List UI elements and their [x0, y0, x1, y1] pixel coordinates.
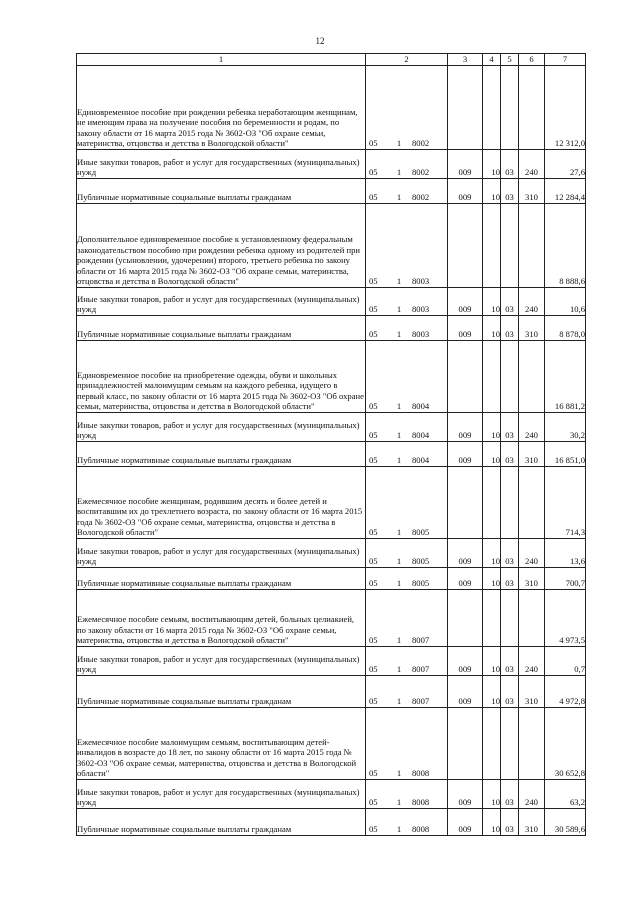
row-col4: 10	[483, 150, 501, 179]
row-col3: 009	[448, 288, 483, 316]
row-code-item: 8002	[412, 138, 430, 149]
row-amount: 0,7	[545, 647, 586, 676]
row-code-cell	[366, 647, 448, 676]
row-code-sub: 1	[396, 635, 402, 646]
header-cell: 4	[483, 54, 501, 66]
row-amount: 30 652,8	[545, 708, 586, 780]
row-description: Единовременное пособие при рождении ребенка неработающим женщинам, не имеющим права на получение пособия по беременности и родам, по закону области от 16 марта 2015 года № 3602-ОЗ "Об охране семьи, материнства, отцовства и детства в Вологодской области"	[77, 66, 366, 150]
row-col3	[448, 341, 483, 413]
row-code-item: 8005	[412, 527, 430, 538]
row-col6: 310	[519, 316, 545, 341]
row-code-cell	[366, 780, 448, 809]
row-col3: 009	[448, 780, 483, 809]
table-row	[77, 442, 586, 467]
row-description: Публичные нормативные социальные выплаты гражданам	[77, 316, 366, 341]
row-code-section: 05	[369, 304, 378, 315]
row-amount: 8 878,0	[545, 316, 586, 341]
row-col5: 03	[501, 413, 519, 442]
row-code-cell	[366, 539, 448, 568]
row-col4: 10	[483, 288, 501, 316]
header-cell: 3	[448, 54, 483, 66]
row-code-cell	[366, 467, 448, 539]
row-description: Иные закупки товаров, работ и услуг для государственных (муниципальных) нужд	[77, 413, 366, 442]
row-code-cell	[366, 413, 448, 442]
table-row	[77, 539, 586, 568]
row-code-cell	[366, 590, 448, 647]
row-code-item: 8003	[412, 329, 430, 340]
row-col3: 009	[448, 539, 483, 568]
row-col6: 310	[519, 809, 545, 836]
table-row	[77, 780, 586, 809]
row-description: Единовременное пособие на приобретение одежды, обуви и школьных принадлежностей малоимущим семьям на каждого ребенка, идущего в первый класс, по закону области от 16 марта 2015 года № 3602-ОЗ "Об охране семьи, материнства, отцовства и детства в Вологодской области"	[77, 341, 366, 413]
row-code-sub: 1	[396, 664, 402, 675]
row-col3	[448, 204, 483, 288]
row-code-section: 05	[369, 138, 378, 149]
row-description: Публичные нормативные социальные выплаты гражданам	[77, 568, 366, 590]
row-col3	[448, 708, 483, 780]
header-cell: 7	[545, 54, 586, 66]
row-col5: 03	[501, 647, 519, 676]
row-code-item: 8003	[412, 276, 430, 287]
row-code-cell	[366, 204, 448, 288]
row-description: Публичные нормативные социальные выплаты гражданам	[77, 809, 366, 836]
row-code-item: 8005	[412, 556, 430, 567]
row-col5: 03	[501, 809, 519, 836]
row-code-sub: 1	[396, 768, 402, 779]
row-code-item: 8008	[412, 768, 430, 779]
row-code-item: 8003	[412, 304, 430, 315]
row-col4	[483, 204, 501, 288]
page-number: 12	[315, 36, 325, 46]
row-code-section: 05	[369, 401, 378, 412]
row-code-cell	[366, 568, 448, 590]
row-description: Иные закупки товаров, работ и услуг для государственных (муниципальных) нужд	[77, 539, 366, 568]
row-code-sub: 1	[396, 138, 402, 149]
row-code-section: 05	[369, 797, 378, 808]
row-col6: 240	[519, 647, 545, 676]
row-amount: 8 888,6	[545, 204, 586, 288]
row-col3: 009	[448, 179, 483, 204]
row-code-cell	[366, 708, 448, 780]
row-code-cell	[366, 150, 448, 179]
row-code-cell	[366, 66, 448, 150]
table-row	[77, 708, 586, 780]
row-description: Иные закупки товаров, работ и услуг для государственных (муниципальных) нужд	[77, 150, 366, 179]
row-code-item: 8004	[412, 430, 430, 441]
row-col3: 009	[448, 676, 483, 708]
row-col5: 03	[501, 150, 519, 179]
header-cell: 1	[77, 54, 366, 66]
row-col5: 03	[501, 179, 519, 204]
row-code-sub: 1	[396, 578, 402, 589]
row-col4	[483, 708, 501, 780]
row-col4: 10	[483, 780, 501, 809]
table-row	[77, 568, 586, 590]
row-code-section: 05	[369, 768, 378, 779]
row-code-sub: 1	[396, 329, 402, 340]
row-description: Дополнительное единовременное пособие к установленному федеральным законодательством пособию при рождении ребенка одному из родителей при рождении (усыновлении, удочерении) второго, третьего ребенка по закону области от 16 марта 2015 года № 3602-ОЗ "Об охране семьи, материнства, отцовства и детства в Вологодской области"	[77, 204, 366, 288]
row-col3: 009	[448, 809, 483, 836]
budget-table	[76, 53, 586, 836]
row-col4	[483, 341, 501, 413]
row-col6: 240	[519, 413, 545, 442]
row-col4: 10	[483, 316, 501, 341]
row-col3: 009	[448, 150, 483, 179]
row-col5: 03	[501, 539, 519, 568]
row-col3	[448, 467, 483, 539]
row-col5	[501, 590, 519, 647]
row-col6: 240	[519, 150, 545, 179]
row-code-sub: 1	[396, 430, 402, 441]
row-code-sub: 1	[396, 276, 402, 287]
row-col6: 240	[519, 780, 545, 809]
table-row	[77, 590, 586, 647]
row-code-item: 8002	[412, 167, 430, 178]
row-col4	[483, 467, 501, 539]
row-code-section: 05	[369, 578, 378, 589]
row-code-sub: 1	[396, 192, 402, 203]
row-col5	[501, 708, 519, 780]
row-code-cell	[366, 809, 448, 836]
row-col5: 03	[501, 568, 519, 590]
table-row	[77, 647, 586, 676]
row-amount: 700,7	[545, 568, 586, 590]
table-row	[77, 288, 586, 316]
row-code-item: 8007	[412, 696, 430, 707]
row-code-cell	[366, 288, 448, 316]
row-code-item: 8004	[412, 401, 430, 412]
table-row	[77, 150, 586, 179]
row-code-item: 8008	[412, 824, 430, 835]
row-col5	[501, 467, 519, 539]
row-col6	[519, 204, 545, 288]
row-col6	[519, 708, 545, 780]
table-row	[77, 809, 586, 836]
row-description: Публичные нормативные социальные выплаты гражданам	[77, 442, 366, 467]
row-col4: 10	[483, 179, 501, 204]
row-code-sub: 1	[396, 401, 402, 412]
row-description: Публичные нормативные социальные выплаты гражданам	[77, 179, 366, 204]
row-description: Иные закупки товаров, работ и услуг для государственных (муниципальных) нужд	[77, 647, 366, 676]
row-col3	[448, 66, 483, 150]
row-code-section: 05	[369, 696, 378, 707]
table-row	[77, 66, 586, 150]
row-description: Публичные нормативные социальные выплаты гражданам	[77, 676, 366, 708]
row-col5	[501, 341, 519, 413]
row-code-sub: 1	[396, 527, 402, 538]
row-col6: 240	[519, 539, 545, 568]
row-col4	[483, 590, 501, 647]
row-col3: 009	[448, 413, 483, 442]
row-col4: 10	[483, 442, 501, 467]
row-amount: 10,6	[545, 288, 586, 316]
row-col5: 03	[501, 288, 519, 316]
row-code-section: 05	[369, 329, 378, 340]
row-col6: 310	[519, 676, 545, 708]
row-code-cell	[366, 442, 448, 467]
row-code-cell	[366, 341, 448, 413]
row-col4: 10	[483, 568, 501, 590]
row-amount: 12 312,0	[545, 66, 586, 150]
row-col3: 009	[448, 442, 483, 467]
row-code-sub: 1	[396, 167, 402, 178]
row-code-sub: 1	[396, 797, 402, 808]
row-col6: 310	[519, 568, 545, 590]
row-code-section: 05	[369, 824, 378, 835]
row-code-item: 8008	[412, 797, 430, 808]
row-col6	[519, 341, 545, 413]
row-code-sub: 1	[396, 304, 402, 315]
table-row	[77, 467, 586, 539]
row-code-section: 05	[369, 167, 378, 178]
row-col3: 009	[448, 316, 483, 341]
row-code-item: 8002	[412, 192, 430, 203]
row-col6	[519, 467, 545, 539]
table-row	[77, 179, 586, 204]
row-description: Ежемесячное пособие женщинам, родившим десять и более детей и воспитавшим их до трехлетнего возраста, по закону области от 16 марта 2015 года № 3602-ОЗ "Об охране семьи, материнства, отцовства и детства в Вологодской области"	[77, 467, 366, 539]
row-amount: 16 881,2	[545, 341, 586, 413]
row-amount: 27,6	[545, 150, 586, 179]
row-amount: 30,2	[545, 413, 586, 442]
row-col5: 03	[501, 780, 519, 809]
row-col5: 03	[501, 676, 519, 708]
row-col4	[483, 66, 501, 150]
row-code-item: 8005	[412, 578, 430, 589]
row-code-sub: 1	[396, 696, 402, 707]
row-code-item: 8007	[412, 664, 430, 675]
row-col6	[519, 66, 545, 150]
row-col4: 10	[483, 809, 501, 836]
row-amount: 12 284,4	[545, 179, 586, 204]
table-row	[77, 676, 586, 708]
row-code-item: 8004	[412, 455, 430, 466]
row-amount: 714,3	[545, 467, 586, 539]
row-code-sub: 1	[396, 455, 402, 466]
row-code-section: 05	[369, 664, 378, 675]
row-code-sub: 1	[396, 556, 402, 567]
table-row	[77, 204, 586, 288]
row-description: Иные закупки товаров, работ и услуг для государственных (муниципальных) нужд	[77, 780, 366, 809]
row-col4: 10	[483, 676, 501, 708]
row-col5	[501, 66, 519, 150]
row-col6: 310	[519, 179, 545, 204]
row-code-cell	[366, 676, 448, 708]
row-col6	[519, 590, 545, 647]
row-col3	[448, 590, 483, 647]
row-description: Иные закупки товаров, работ и услуг для государственных (муниципальных) нужд	[77, 288, 366, 316]
row-amount: 16 851,0	[545, 442, 586, 467]
table-header-row	[77, 54, 586, 66]
row-amount: 4 972,8	[545, 676, 586, 708]
row-amount: 13,6	[545, 539, 586, 568]
header-cell: 6	[519, 54, 545, 66]
row-code-section: 05	[369, 430, 378, 441]
header-cell: 2	[366, 54, 448, 66]
row-col3: 009	[448, 647, 483, 676]
table-row	[77, 413, 586, 442]
row-col5: 03	[501, 316, 519, 341]
row-code-section: 05	[369, 527, 378, 538]
row-amount: 4 973,5	[545, 590, 586, 647]
row-col4: 10	[483, 539, 501, 568]
row-col5	[501, 204, 519, 288]
row-col4: 10	[483, 413, 501, 442]
row-code-section: 05	[369, 556, 378, 567]
row-col6: 310	[519, 442, 545, 467]
row-code-sub: 1	[396, 824, 402, 835]
row-col6: 240	[519, 288, 545, 316]
row-col3: 009	[448, 568, 483, 590]
row-col4: 10	[483, 647, 501, 676]
row-amount: 63,2	[545, 780, 586, 809]
header-cell: 5	[501, 54, 519, 66]
row-code-section: 05	[369, 276, 378, 287]
row-code-section: 05	[369, 192, 378, 203]
row-code-section: 05	[369, 455, 378, 466]
table-row	[77, 316, 586, 341]
row-description: Ежемесячное пособие малоимущим семьям, воспитывающим детей-инвалидов в возрасте до 18 лет, по закону области от 16 марта 2015 года № 3602-ОЗ "Об охране семьи, материнства, отцовства и детства в Вологодской области"	[77, 708, 366, 780]
row-description: Ежемесячное пособие семьям, воспитывающим детей, больных целиакией, по закону области от 16 марта 2015 года № 3602-ОЗ "Об охране семьи, материнства, отцовства и детства в Вологодской области"	[77, 590, 366, 647]
table-row	[77, 341, 586, 413]
row-amount: 30 589,6	[545, 809, 586, 836]
row-col5: 03	[501, 442, 519, 467]
row-code-section: 05	[369, 635, 378, 646]
row-code-cell	[366, 179, 448, 204]
row-code-item: 8007	[412, 635, 430, 646]
row-code-cell	[366, 316, 448, 341]
